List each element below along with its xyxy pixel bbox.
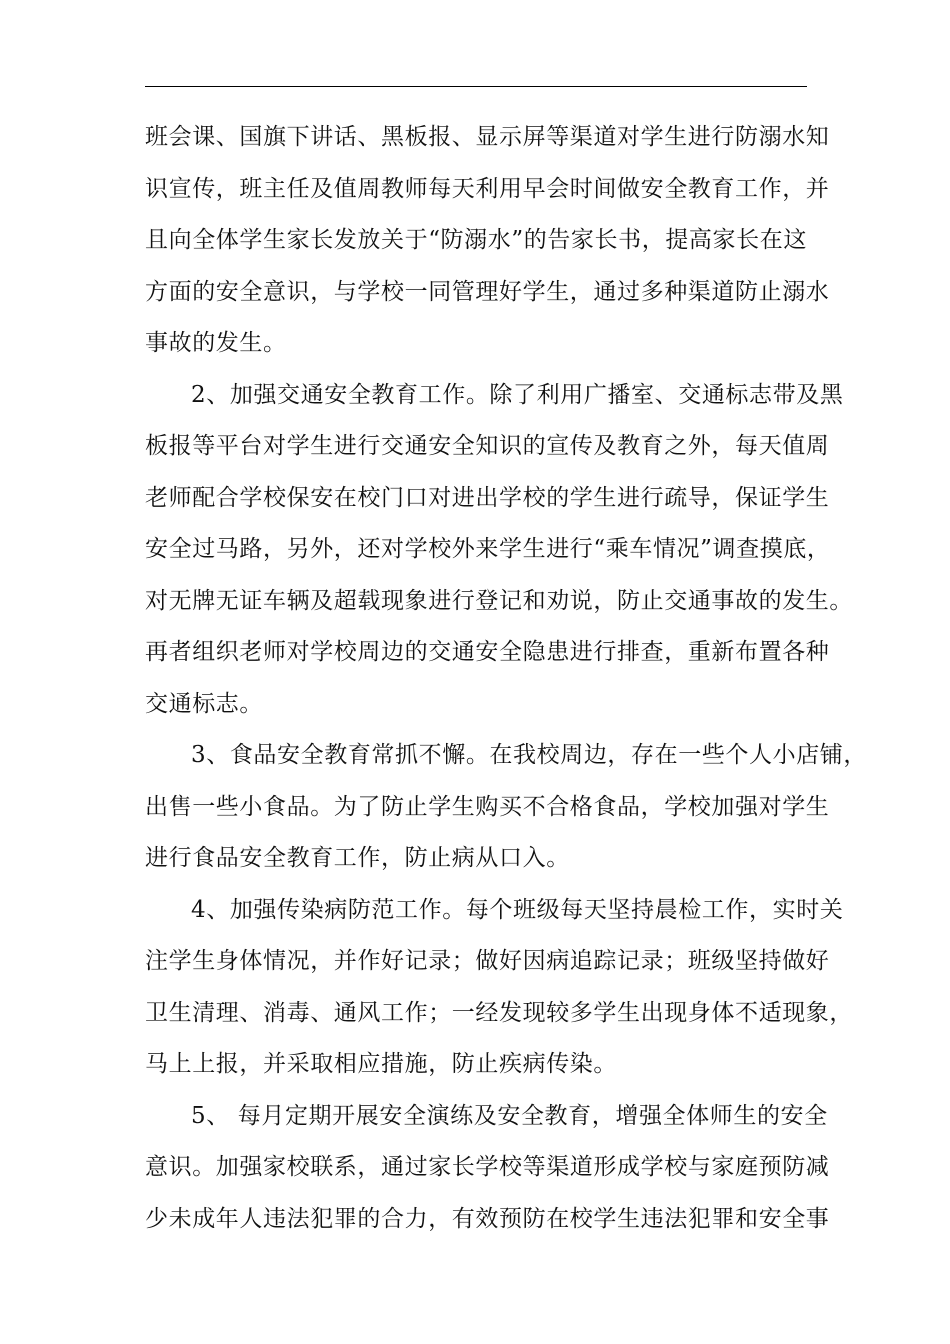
- text-line: 卫生清理、消毒、通风工作；一经发现较多学生出现身体不适现象，: [145, 999, 853, 1026]
- text-line: 交通标志。: [145, 690, 263, 717]
- text-line: 出售一些小食品。为了防止学生购买不合格食品，学校加强对学生: [145, 793, 830, 820]
- text-line: 注学生身体情况，并作好记录；做好因病追踪记录；班级坚持做好: [145, 948, 830, 974]
- text-line: 且向全体学生家长发放关于“防溺水”的告家长书，提高家长在这: [145, 227, 807, 253]
- text-line: 马上上报，并采取相应措施，防止疾病传染。: [145, 1051, 617, 1077]
- text-line: 进行食品安全教育工作，防止病从口入。: [145, 845, 570, 871]
- paragraph-start-line: 4、加强传染病防范工作。每个班级每天坚持晨检工作，实时关: [191, 896, 844, 923]
- text-line: 安全过马路，另外，还对学校外来学生进行“乘车情况”调查摸底，: [145, 536, 831, 562]
- paragraph-start-line: 2、加强交通安全教育工作。除了利用广播室、交通标志带及黑: [191, 381, 844, 408]
- text-line: 意识。加强家校联系，通过家长学校等渠道形成学校与家庭预防减: [145, 1154, 830, 1180]
- header-rule: [145, 86, 807, 87]
- paragraph-start-line: 3、食品安全教育常抓不懈。在我校周边，存在一些个人小店铺，: [191, 742, 868, 768]
- text-line: 再者组织老师对学校周边的交通安全隐患进行排查，重新布置各种: [145, 639, 830, 665]
- text-line: 事故的发生。: [145, 330, 287, 356]
- paragraph-start-line: 5、 每月定期开展安全演练及安全教育，增强全体师生的安全: [191, 1102, 828, 1129]
- text-line: 识宣传，班主任及值周教师每天利用早会时间做安全教育工作，并: [145, 175, 830, 202]
- body-text: [145, 112, 868, 1245]
- text-line: 少未成年人违法犯罪的合力，有效预防在校学生违法犯罪和安全事: [145, 1205, 830, 1232]
- text-line: 班会课、国旗下讲话、黑板报、显示屏等渠道对学生进行防溺水知: [145, 124, 830, 150]
- text-line: 板报等平台对学生进行交通安全知识的宣传及教育之外，每天值周: [145, 433, 830, 459]
- text-line: 老师配合学校保安在校门口对进出学校的学生进行疏导，保证学生: [145, 484, 830, 511]
- text-line: 方面的安全意识，与学校一同管理好学生，通过多种渠道防止溺水: [145, 278, 830, 305]
- text-line: 对无牌无证车辆及超载现象进行登记和劝说，防止交通事故的发生。: [145, 587, 853, 614]
